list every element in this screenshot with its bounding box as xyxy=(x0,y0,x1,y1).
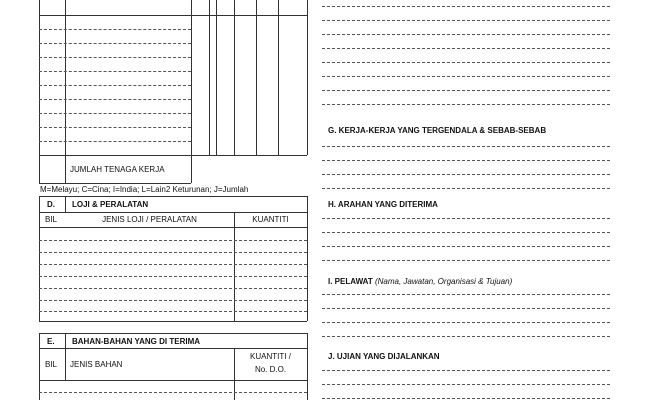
table-border xyxy=(209,0,210,155)
ruled-line xyxy=(322,174,610,175)
ruled-line xyxy=(322,246,610,247)
table-border xyxy=(39,196,40,321)
table-border xyxy=(39,212,307,213)
ruled-line xyxy=(322,104,610,105)
col-kuantiti: KUANTITI xyxy=(252,215,289,224)
table-border xyxy=(39,333,307,334)
table-border xyxy=(307,196,308,321)
ruled-line xyxy=(322,308,610,309)
ruled-line xyxy=(322,294,610,295)
section-d-title: LOJI & PERALATAN xyxy=(72,200,149,209)
total-labour-label: JUMLAH TENAGA KERJA xyxy=(70,165,165,174)
table-border xyxy=(216,0,217,155)
row-line xyxy=(39,264,307,265)
section-i-title-text: I. PELAWAT xyxy=(328,277,373,286)
row-line xyxy=(39,141,191,142)
ruled-line xyxy=(322,62,610,63)
table-border xyxy=(39,196,307,197)
table-border xyxy=(39,183,191,184)
table-border xyxy=(234,212,235,321)
section-j-title: J. UJIAN YANG DIJALANKAN xyxy=(328,352,440,361)
row-line xyxy=(39,300,307,301)
ruled-line xyxy=(322,90,610,91)
col-bil: BIL xyxy=(45,360,58,369)
section-e-title: BAHAN-BAHAN YANG DI TERIMA xyxy=(72,337,201,346)
row-line xyxy=(39,392,307,393)
row-line xyxy=(39,29,191,30)
ruled-line xyxy=(322,260,610,261)
ruled-line xyxy=(322,188,610,189)
section-i-subtitle: (Nama, Jawatan, Organisasi & Tujuan) xyxy=(374,277,513,286)
table-border xyxy=(307,0,308,155)
table-border xyxy=(307,333,308,400)
table-border xyxy=(234,0,235,155)
ruled-line xyxy=(322,34,610,35)
ruled-line xyxy=(322,146,610,147)
ruled-line xyxy=(322,336,610,337)
section-i-title xyxy=(328,277,512,287)
row-line xyxy=(39,288,307,289)
ruled-line xyxy=(322,232,610,233)
ethnic-legend: M=Melayu; C=Cina; I=India; L=Lain2 Keturunan; J=Jumlah xyxy=(40,185,249,194)
table-border xyxy=(39,333,40,400)
ruled-line xyxy=(322,20,610,21)
row-line xyxy=(39,43,191,44)
col-jenis-loji: JENIS LOJI / PERALATAN xyxy=(102,215,197,224)
row-line xyxy=(39,71,191,72)
row-line xyxy=(39,113,191,114)
row-line xyxy=(39,276,307,277)
ruled-line xyxy=(322,384,610,385)
row-line xyxy=(39,99,191,100)
col-kuantiti-line2: No. D.O. xyxy=(254,365,287,374)
table-border xyxy=(39,380,307,381)
table-border xyxy=(65,333,66,380)
ruled-line xyxy=(322,160,610,161)
table-border xyxy=(39,321,307,322)
row-line xyxy=(39,252,307,253)
table-border xyxy=(39,155,307,156)
row-line xyxy=(39,85,191,86)
section-h-title: H. ARAHAN YANG DITERIMA xyxy=(328,200,438,209)
row-line xyxy=(39,127,191,128)
table-border xyxy=(39,15,307,16)
section-d-letter: D. xyxy=(47,200,55,209)
row-line xyxy=(39,240,307,241)
ruled-line xyxy=(322,370,610,371)
table-border xyxy=(39,227,307,228)
section-g-title: G. KERJA-KERJA YANG TERGENDALA & SEBAB-SEBAB xyxy=(328,126,547,135)
ruled-line xyxy=(322,218,610,219)
section-e-letter: E. xyxy=(47,337,55,346)
table-border xyxy=(39,348,307,349)
ruled-line xyxy=(322,48,610,49)
col-bil: BIL xyxy=(45,215,58,224)
ruled-line xyxy=(322,76,610,77)
row-line xyxy=(39,57,191,58)
row-line xyxy=(39,311,307,312)
col-kuantiti-line1: KUANTITI / xyxy=(250,352,291,361)
table-border xyxy=(256,0,257,155)
table-border xyxy=(278,0,279,155)
ruled-line xyxy=(322,322,610,323)
col-jenis-bahan: JENIS BAHAN xyxy=(70,360,123,369)
ruled-line xyxy=(322,398,610,399)
table-border xyxy=(65,196,66,212)
ruled-line xyxy=(322,6,610,7)
